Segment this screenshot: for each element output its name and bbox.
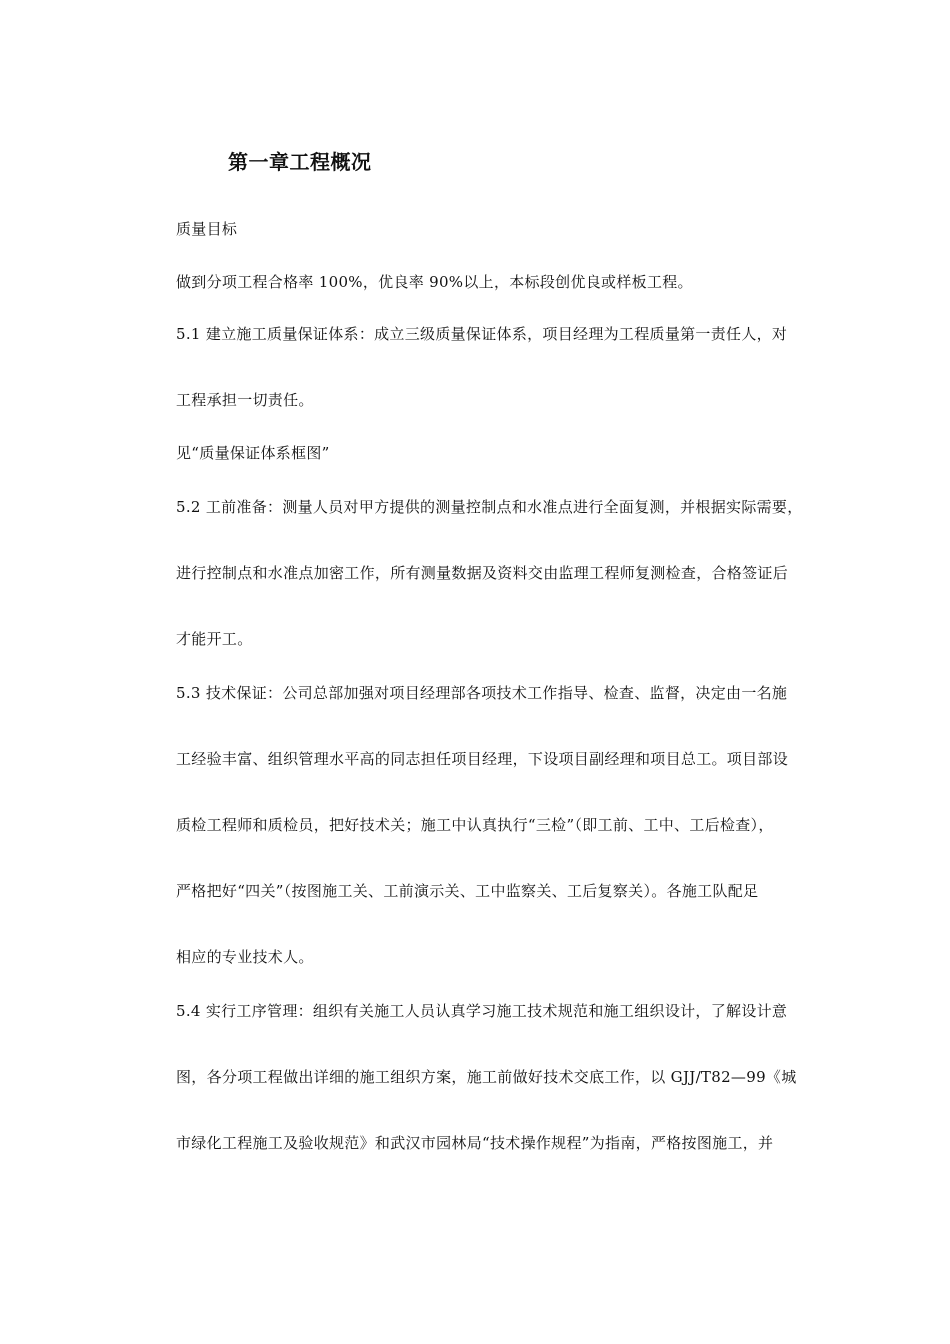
text-line: 相应的专业技术人。 xyxy=(176,948,314,966)
text-line: 严格把好“四关”（按图施工关、工前演示关、工中监察关、工后复察关）。各施工队配足 xyxy=(176,882,759,900)
chapter-heading: 第一章工程概况 xyxy=(228,150,372,174)
text-line: 5.4 实行工序管理：组织有关施工人员认真学习施工技术规范和施工组织设计，了解设计意 xyxy=(176,1002,788,1020)
text-line: 工程承担一切责任。 xyxy=(176,391,314,409)
text-line: 5.1 建立施工质量保证体系：成立三级质量保证体系，项目经理为工程质量第一责任人，对 xyxy=(176,325,788,343)
text-line: 5.3 技术保证：公司总部加强对项目经理部各项技术工作指导、检查、监督，决定由一名施 xyxy=(176,684,788,702)
text-line: 才能开工。 xyxy=(176,630,253,648)
text-line: 图，各分项工程做出详细的施工组织方案，施工前做好技术交底工作，以 GJJ/T82—99《城 xyxy=(176,1068,797,1086)
text-line: 5.2 工前准备：测量人员对甲方提供的测量控制点和水准点进行全面复测，并根据实际需要， xyxy=(176,498,803,516)
text-line: 工经验丰富、组织管理水平高的同志担任项目经理，下设项目副经理和项目总工。项目部设 xyxy=(176,750,789,768)
text-line: 见“质量保证体系框图” xyxy=(176,444,330,462)
text-line: 质检工程师和质检员，把好技术关；施工中认真执行“三检”（即工前、工中、工后检查）， xyxy=(176,816,774,834)
text-line: 进行控制点和水准点加密工作，所有测量数据及资料交由监理工程师复测检查，合格签证后 xyxy=(176,564,789,582)
text-line: 做到分项工程合格率 100%，优良率 90%以上，本标段创优良或样板工程。 xyxy=(176,273,693,291)
text-line: 市绿化工程施工及验收规范》和武汉市园林局“技术操作规程”为指南，严格按图施工，并 xyxy=(176,1134,774,1152)
text-line: 质量目标 xyxy=(176,220,238,238)
